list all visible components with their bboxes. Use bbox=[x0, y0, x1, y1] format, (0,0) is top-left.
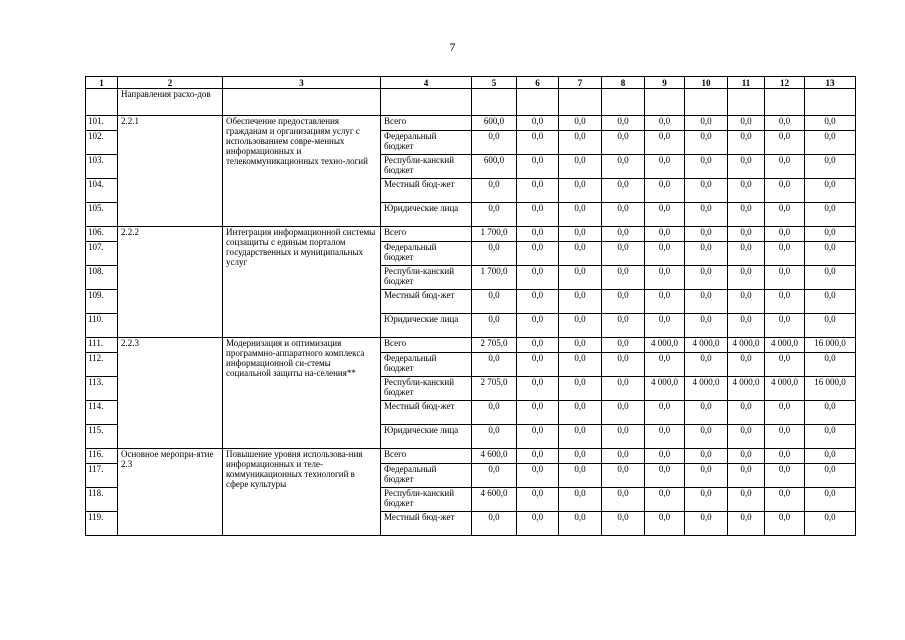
value-cell: 0,0 bbox=[602, 425, 645, 449]
funding-source: Федеральный бюджет bbox=[381, 242, 472, 266]
empty-cell bbox=[381, 89, 472, 116]
value-cell: 0,0 bbox=[728, 116, 765, 131]
value-cell: 0,0 bbox=[805, 179, 856, 203]
value-cell: 600,0 bbox=[472, 155, 517, 179]
funding-source: Федеральный бюджет bbox=[381, 131, 472, 155]
value-cell: 0,0 bbox=[765, 131, 805, 155]
value-cell: 0,0 bbox=[645, 464, 685, 488]
value-cell: 0,0 bbox=[472, 425, 517, 449]
value-cell: 0,0 bbox=[559, 425, 602, 449]
value-cell: 4 000,0 bbox=[645, 338, 685, 353]
value-cell: 0,0 bbox=[517, 377, 559, 401]
empty-cell bbox=[765, 89, 805, 116]
funding-source: Республи-канский бюджет bbox=[381, 155, 472, 179]
row-number: 112. bbox=[86, 353, 118, 377]
value-cell: 0,0 bbox=[602, 512, 645, 536]
value-cell: 0,0 bbox=[559, 512, 602, 536]
value-cell: 0,0 bbox=[728, 353, 765, 377]
value-cell: 0,0 bbox=[559, 131, 602, 155]
empty-cell bbox=[517, 89, 559, 116]
value-cell: 4 600,0 bbox=[472, 488, 517, 512]
header-cell: 5 bbox=[472, 77, 517, 89]
value-cell: 0,0 bbox=[685, 488, 728, 512]
row-number: 103. bbox=[86, 155, 118, 179]
funding-source: Местный бюд-жет bbox=[381, 179, 472, 203]
header-cell: 2 bbox=[118, 77, 223, 89]
header-row bbox=[86, 77, 856, 89]
value-cell: 0,0 bbox=[645, 449, 685, 464]
value-cell: 0,0 bbox=[765, 449, 805, 464]
row-number: 118. bbox=[86, 488, 118, 512]
value-cell: 0,0 bbox=[602, 203, 645, 227]
value-cell: 0,0 bbox=[517, 131, 559, 155]
value-cell: 0,0 bbox=[728, 179, 765, 203]
value-cell: 0,0 bbox=[765, 227, 805, 242]
value-cell: 0,0 bbox=[805, 203, 856, 227]
value-cell: 0,0 bbox=[805, 290, 856, 314]
value-cell: 0,0 bbox=[559, 203, 602, 227]
value-cell: 0,0 bbox=[645, 155, 685, 179]
value-cell: 0,0 bbox=[685, 116, 728, 131]
value-cell: 0,0 bbox=[765, 314, 805, 338]
value-cell: 0,0 bbox=[602, 266, 645, 290]
value-cell: 0,0 bbox=[765, 290, 805, 314]
header-cell: 12 bbox=[765, 77, 805, 89]
value-cell: 0,0 bbox=[472, 314, 517, 338]
value-cell: 0,0 bbox=[765, 353, 805, 377]
empty-cell bbox=[728, 89, 765, 116]
funding-source: Всего bbox=[381, 449, 472, 464]
value-cell: 0,0 bbox=[472, 464, 517, 488]
value-cell: 0,0 bbox=[517, 353, 559, 377]
value-cell: 0,0 bbox=[805, 155, 856, 179]
value-cell: 0,0 bbox=[805, 131, 856, 155]
value-cell: 4 000,0 bbox=[685, 338, 728, 353]
row-number: 116. bbox=[86, 449, 118, 464]
value-cell: 0,0 bbox=[765, 425, 805, 449]
row-number: 119. bbox=[86, 512, 118, 536]
value-cell: 0,0 bbox=[728, 425, 765, 449]
value-cell: 0,0 bbox=[728, 227, 765, 242]
value-cell: 0,0 bbox=[602, 116, 645, 131]
value-cell: 0,0 bbox=[805, 464, 856, 488]
value-cell: 0,0 bbox=[728, 512, 765, 536]
value-cell: 0,0 bbox=[728, 131, 765, 155]
value-cell: 0,0 bbox=[517, 266, 559, 290]
value-cell: 0,0 bbox=[685, 203, 728, 227]
header-cell: 7 bbox=[559, 77, 602, 89]
value-cell: 0,0 bbox=[765, 242, 805, 266]
value-cell: 0,0 bbox=[685, 512, 728, 536]
value-cell: 0,0 bbox=[517, 227, 559, 242]
value-cell: 0,0 bbox=[685, 266, 728, 290]
value-cell: 0,0 bbox=[645, 353, 685, 377]
value-cell: 0,0 bbox=[685, 449, 728, 464]
value-cell: 0,0 bbox=[517, 179, 559, 203]
value-cell: 0,0 bbox=[602, 242, 645, 266]
value-cell: 0,0 bbox=[685, 227, 728, 242]
funding-source: Юридические лица bbox=[381, 425, 472, 449]
value-cell: 0,0 bbox=[472, 512, 517, 536]
value-cell: 0,0 bbox=[559, 338, 602, 353]
value-cell: 0,0 bbox=[559, 449, 602, 464]
value-cell: 0,0 bbox=[517, 512, 559, 536]
value-cell: 0,0 bbox=[728, 401, 765, 425]
value-cell: 4 000,0 bbox=[645, 377, 685, 401]
value-cell: 0,0 bbox=[765, 488, 805, 512]
row-number: 102. bbox=[86, 131, 118, 155]
value-cell: 0,0 bbox=[805, 266, 856, 290]
value-cell: 0,0 bbox=[805, 116, 856, 131]
value-cell: 0,0 bbox=[517, 203, 559, 227]
value-cell: 1 700,0 bbox=[472, 266, 517, 290]
funding-source: Федеральный бюджет bbox=[381, 464, 472, 488]
value-cell: 0,0 bbox=[685, 242, 728, 266]
empty-cell bbox=[602, 89, 645, 116]
group-description: Повышение уровня использова-ния информационных и теле-коммуникационных технологий в сфере культуры bbox=[223, 449, 381, 536]
empty-cell bbox=[685, 89, 728, 116]
value-cell: 0,0 bbox=[559, 401, 602, 425]
header-cell: 13 bbox=[805, 77, 856, 89]
row-number: 109. bbox=[86, 290, 118, 314]
value-cell: 0,0 bbox=[805, 425, 856, 449]
funding-source: Республи-канский бюджет bbox=[381, 377, 472, 401]
value-cell: 0,0 bbox=[728, 314, 765, 338]
value-cell: 0,0 bbox=[765, 401, 805, 425]
value-cell: 0,0 bbox=[517, 464, 559, 488]
row-number: 101. bbox=[86, 116, 118, 131]
value-cell: 0,0 bbox=[559, 266, 602, 290]
row-number: 104. bbox=[86, 179, 118, 203]
empty-cell bbox=[559, 89, 602, 116]
value-cell: 0,0 bbox=[472, 353, 517, 377]
value-cell: 0,0 bbox=[602, 353, 645, 377]
group-code: 2.2.2 bbox=[118, 227, 223, 338]
value-cell: 0,0 bbox=[728, 290, 765, 314]
value-cell: 0,0 bbox=[559, 227, 602, 242]
value-cell: 0,0 bbox=[728, 464, 765, 488]
value-cell: 2 705,0 bbox=[472, 338, 517, 353]
value-cell: 0,0 bbox=[805, 242, 856, 266]
header-cell: 3 bbox=[223, 77, 381, 89]
value-cell: 0,0 bbox=[517, 155, 559, 179]
budget-table bbox=[85, 76, 856, 536]
value-cell: 0,0 bbox=[602, 401, 645, 425]
value-cell: 0,0 bbox=[602, 464, 645, 488]
header-cell: 6 bbox=[517, 77, 559, 89]
value-cell: 4 000,0 bbox=[685, 377, 728, 401]
value-cell: 0,0 bbox=[765, 464, 805, 488]
row-number: 114. bbox=[86, 401, 118, 425]
value-cell: 0,0 bbox=[645, 425, 685, 449]
value-cell: 0,0 bbox=[559, 377, 602, 401]
value-cell: 0,0 bbox=[805, 401, 856, 425]
value-cell: 0,0 bbox=[602, 155, 645, 179]
value-cell: 0,0 bbox=[472, 290, 517, 314]
value-cell: 0,0 bbox=[602, 179, 645, 203]
value-cell: 2 705,0 bbox=[472, 377, 517, 401]
value-cell: 0,0 bbox=[517, 425, 559, 449]
group-description: Обеспечение предоставления гражданам и организациям услуг с использованием совре-менных информационных и телекоммуникационных техно-логий bbox=[223, 116, 381, 227]
row-number: 117. bbox=[86, 464, 118, 488]
value-cell: 600,0 bbox=[472, 116, 517, 131]
value-cell: 0,0 bbox=[645, 179, 685, 203]
value-cell: 0,0 bbox=[602, 290, 645, 314]
value-cell: 0,0 bbox=[602, 377, 645, 401]
value-cell: 0,0 bbox=[728, 488, 765, 512]
value-cell: 0,0 bbox=[559, 464, 602, 488]
row-number: 111. bbox=[86, 338, 118, 353]
value-cell: 0,0 bbox=[765, 179, 805, 203]
value-cell: 0,0 bbox=[685, 290, 728, 314]
funding-source: Местный бюд-жет bbox=[381, 512, 472, 536]
group-description: Интеграция информационной системы соцзащиты с единым порталом государственных и муниципальных услуг bbox=[223, 227, 381, 338]
row-number: 108. bbox=[86, 266, 118, 290]
value-cell: 0,0 bbox=[472, 179, 517, 203]
value-cell: 0,0 bbox=[805, 488, 856, 512]
table-row bbox=[86, 116, 856, 131]
value-cell: 0,0 bbox=[517, 242, 559, 266]
value-cell: 0,0 bbox=[559, 116, 602, 131]
value-cell: 0,0 bbox=[728, 155, 765, 179]
value-cell: 0,0 bbox=[805, 314, 856, 338]
value-cell: 0,0 bbox=[645, 242, 685, 266]
value-cell: 0,0 bbox=[517, 290, 559, 314]
value-cell: 4 000,0 bbox=[765, 338, 805, 353]
group-code: 2.2.1 bbox=[118, 116, 223, 227]
value-cell: 0,0 bbox=[645, 488, 685, 512]
funding-source: Местный бюд-жет bbox=[381, 401, 472, 425]
value-cell: 0,0 bbox=[517, 488, 559, 512]
value-cell: 0,0 bbox=[728, 266, 765, 290]
value-cell: 0,0 bbox=[728, 203, 765, 227]
group-description: Модернизация и оптимизация программно-аппаратного комплекса информационной си-стемы социальной защиты на-селения** bbox=[223, 338, 381, 449]
value-cell: 0,0 bbox=[517, 449, 559, 464]
value-cell: 0,0 bbox=[559, 488, 602, 512]
value-cell: 0,0 bbox=[685, 464, 728, 488]
row-number: 106. bbox=[86, 227, 118, 242]
value-cell: 0,0 bbox=[645, 512, 685, 536]
funding-source: Федеральный бюджет bbox=[381, 353, 472, 377]
funding-source: Юридические лица bbox=[381, 314, 472, 338]
value-cell: 0,0 bbox=[645, 266, 685, 290]
value-cell: 0,0 bbox=[805, 353, 856, 377]
value-cell: 0,0 bbox=[602, 449, 645, 464]
page-number: 7 bbox=[449, 40, 456, 54]
row-number: 107. bbox=[86, 242, 118, 266]
value-cell: 0,0 bbox=[472, 401, 517, 425]
value-cell: 0,0 bbox=[559, 242, 602, 266]
value-cell: 0,0 bbox=[685, 353, 728, 377]
value-cell: 0,0 bbox=[805, 512, 856, 536]
value-cell: 0,0 bbox=[728, 242, 765, 266]
value-cell: 0,0 bbox=[645, 401, 685, 425]
value-cell: 0,0 bbox=[685, 401, 728, 425]
value-cell: 0,0 bbox=[602, 227, 645, 242]
value-cell: 0,0 bbox=[645, 314, 685, 338]
row-number: 113. bbox=[86, 377, 118, 401]
value-cell: 0,0 bbox=[685, 179, 728, 203]
value-cell: 0,0 bbox=[559, 179, 602, 203]
value-cell: 4 600,0 bbox=[472, 449, 517, 464]
funding-source: Юридические лица bbox=[381, 203, 472, 227]
table-row bbox=[86, 338, 856, 353]
empty-cell bbox=[805, 89, 856, 116]
value-cell: 0,0 bbox=[685, 131, 728, 155]
value-cell: 0,0 bbox=[602, 131, 645, 155]
row-number: 110. bbox=[86, 314, 118, 338]
funding-source: Всего bbox=[381, 116, 472, 131]
value-cell: 4 000,0 bbox=[765, 377, 805, 401]
value-cell: 0,0 bbox=[645, 116, 685, 131]
value-cell: 1 700,0 bbox=[472, 227, 517, 242]
header-cell: 1 bbox=[86, 77, 118, 89]
group-code: 2.2.3 bbox=[118, 338, 223, 449]
value-cell: 0,0 bbox=[472, 203, 517, 227]
funding-source: Местный бюд-жет bbox=[381, 290, 472, 314]
empty-cell bbox=[645, 89, 685, 116]
value-cell: 0,0 bbox=[685, 425, 728, 449]
header-cell: 10 bbox=[685, 77, 728, 89]
intro-text: Направления расхо-дов bbox=[118, 89, 223, 116]
funding-source: Республи-канский бюджет bbox=[381, 488, 472, 512]
table-row bbox=[86, 449, 856, 464]
value-cell: 0,0 bbox=[765, 266, 805, 290]
row-number: 115. bbox=[86, 425, 118, 449]
value-cell: 0,0 bbox=[517, 314, 559, 338]
value-cell: 4 000,0 bbox=[728, 377, 765, 401]
value-cell: 0,0 bbox=[559, 290, 602, 314]
row-number: 105. bbox=[86, 203, 118, 227]
value-cell: 0,0 bbox=[685, 155, 728, 179]
value-cell: 0,0 bbox=[559, 353, 602, 377]
empty-cell bbox=[472, 89, 517, 116]
value-cell: 16 000,0 bbox=[805, 338, 856, 353]
value-cell: 0,0 bbox=[765, 512, 805, 536]
value-cell: 0,0 bbox=[645, 290, 685, 314]
value-cell: 0,0 bbox=[645, 203, 685, 227]
value-cell: 0,0 bbox=[472, 131, 517, 155]
value-cell: 0,0 bbox=[645, 131, 685, 155]
value-cell: 0,0 bbox=[517, 116, 559, 131]
value-cell: 0,0 bbox=[685, 314, 728, 338]
value-cell: 0,0 bbox=[559, 155, 602, 179]
header-cell: 4 bbox=[381, 77, 472, 89]
value-cell: 16 000,0 bbox=[805, 377, 856, 401]
header-cell: 9 bbox=[645, 77, 685, 89]
value-cell: 0,0 bbox=[765, 155, 805, 179]
table-row bbox=[86, 227, 856, 242]
value-cell: 4 000,0 bbox=[728, 338, 765, 353]
value-cell: 0,0 bbox=[765, 116, 805, 131]
value-cell: 0,0 bbox=[602, 488, 645, 512]
empty-cell bbox=[86, 89, 118, 116]
table-body bbox=[86, 77, 856, 536]
funding-source: Всего bbox=[381, 227, 472, 242]
value-cell: 0,0 bbox=[645, 227, 685, 242]
funding-source: Республи-канский бюджет bbox=[381, 266, 472, 290]
value-cell: 0,0 bbox=[805, 227, 856, 242]
value-cell: 0,0 bbox=[559, 314, 602, 338]
funding-source: Всего bbox=[381, 338, 472, 353]
value-cell: 0,0 bbox=[602, 338, 645, 353]
value-cell: 0,0 bbox=[765, 203, 805, 227]
value-cell: 0,0 bbox=[602, 314, 645, 338]
group-code: Основное меропри-ятие 2.3 bbox=[118, 449, 223, 536]
value-cell: 0,0 bbox=[517, 401, 559, 425]
value-cell: 0,0 bbox=[472, 242, 517, 266]
value-cell: 0,0 bbox=[805, 449, 856, 464]
empty-cell bbox=[223, 89, 381, 116]
header-cell: 8 bbox=[602, 77, 645, 89]
intro-row bbox=[86, 89, 856, 116]
value-cell: 0,0 bbox=[517, 338, 559, 353]
header-cell: 11 bbox=[728, 77, 765, 89]
value-cell: 0,0 bbox=[728, 449, 765, 464]
